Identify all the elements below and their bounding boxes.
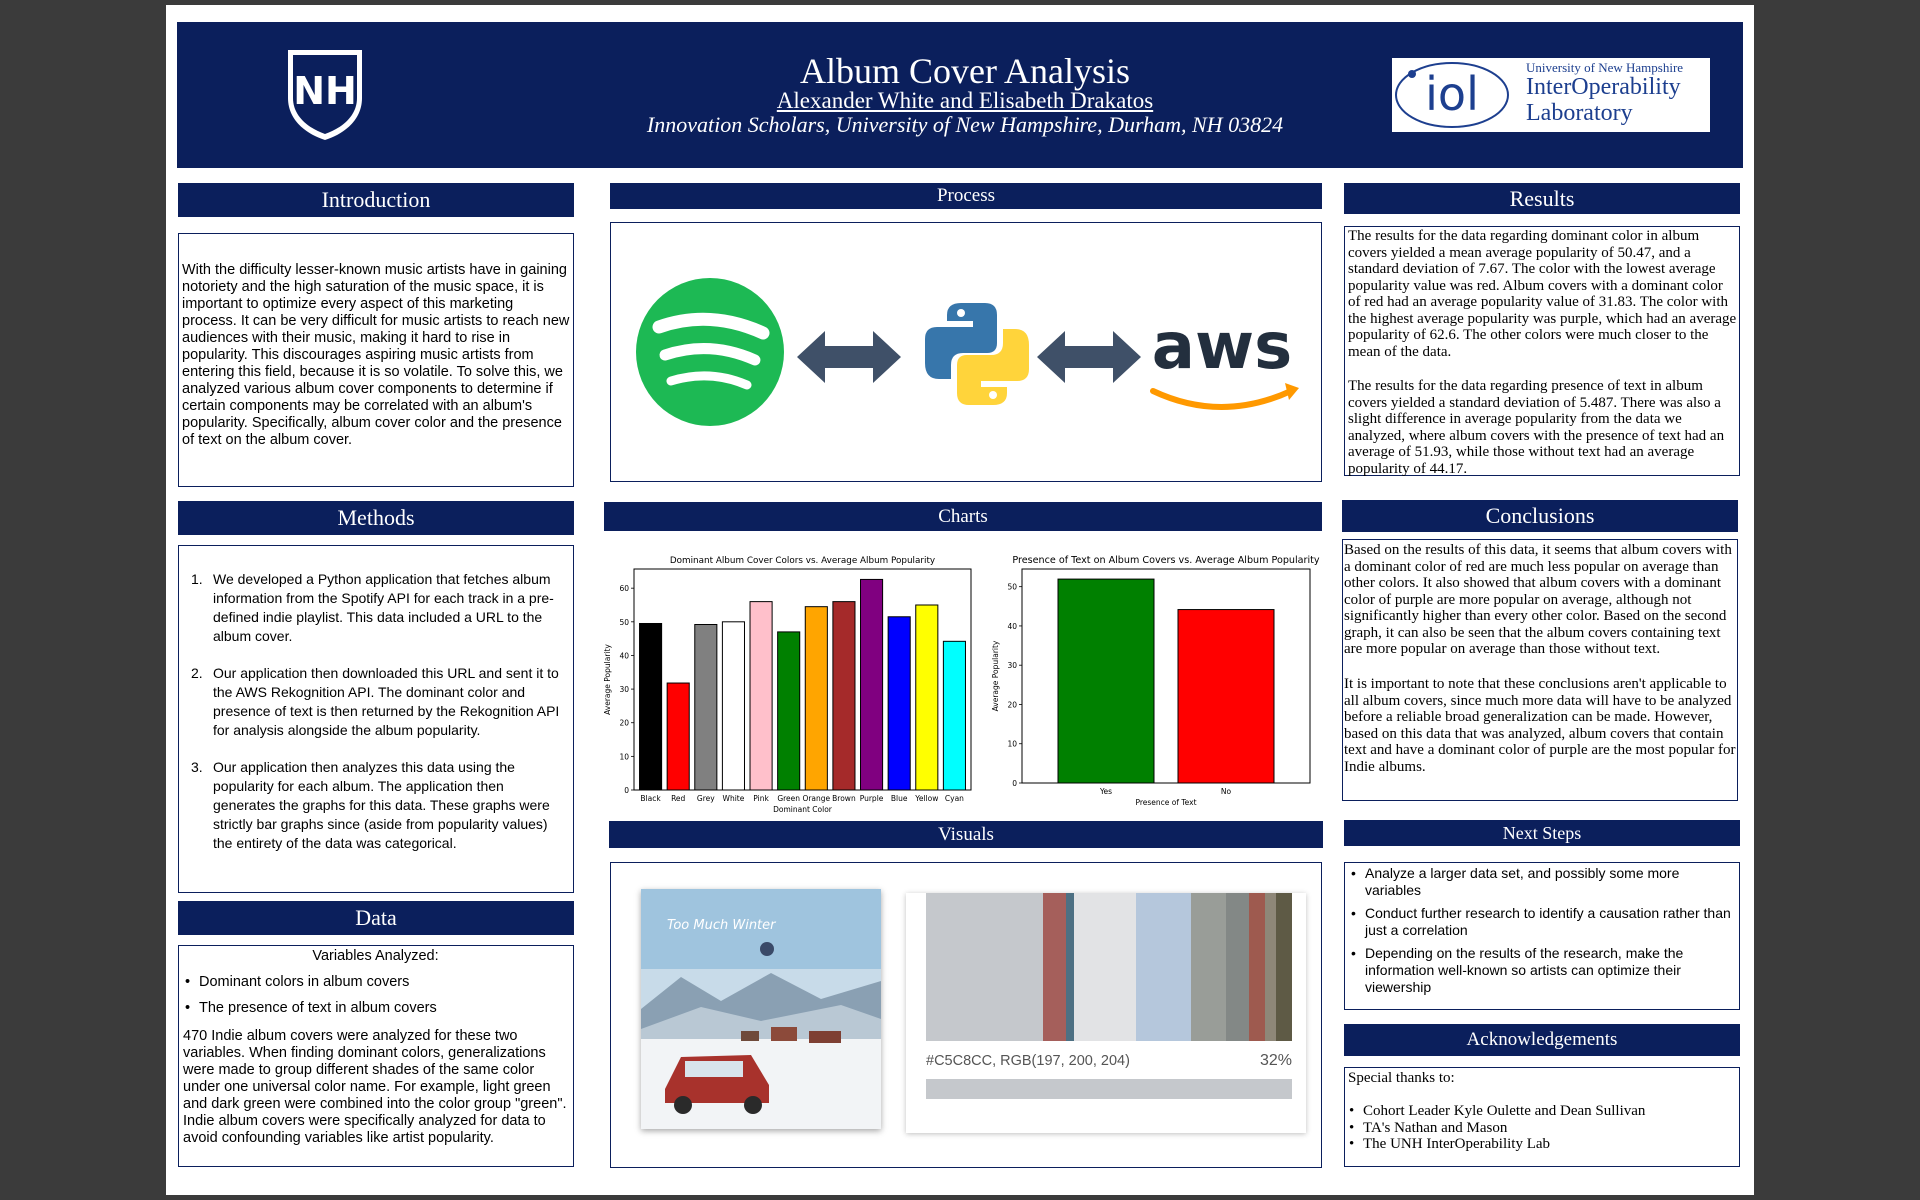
methods-item: [179, 758, 569, 853]
y-tick-label: 0: [624, 786, 629, 795]
color-palette-card: [906, 893, 1306, 1133]
aws-icon: [1152, 310, 1299, 407]
y-tick-label: 50: [1007, 582, 1017, 592]
unh-logo-text: NH: [293, 69, 357, 113]
data-variable-item: • The presence of text in album covers: [181, 1000, 569, 1017]
dominant-color-swatch: [926, 893, 1043, 1041]
data-variables-list: [181, 974, 569, 1017]
palette-swatch: [1226, 893, 1249, 1041]
process-diagram: [611, 223, 1323, 483]
process-heading: Process: [610, 183, 1322, 209]
chart-bar: [943, 641, 965, 790]
chart-bar: [640, 623, 662, 790]
color-swatch-strip: [926, 893, 1292, 1041]
y-tick-label: 30: [1007, 661, 1017, 671]
chart-bar: [861, 579, 883, 790]
text-popularity-chart: [982, 545, 1322, 815]
x-tick-label: Pink: [753, 794, 769, 803]
aws-text: aws: [1151, 310, 1293, 384]
next-steps-list: [1347, 865, 1735, 996]
data-subheading: Variables Analyzed:: [312, 948, 439, 964]
x-axis-label: Presence of Text: [1135, 798, 1197, 807]
methods-list: [179, 570, 569, 871]
acknowledgement-item: • TA's Nathan and Mason: [1345, 1120, 1735, 1137]
introduction-heading: Introduction: [178, 183, 574, 217]
chart-title: Presence of Text on Album Covers vs. Average Album Popularity: [1012, 555, 1320, 566]
next-steps-box: [1344, 862, 1740, 1010]
palette-swatch: [1074, 893, 1136, 1041]
methods-item-number: 2.: [191, 665, 203, 681]
visuals-box: [610, 862, 1322, 1168]
chart-bar: [722, 622, 744, 790]
unh-logo: [284, 46, 366, 142]
conclusions-heading: Conclusions: [1342, 500, 1738, 532]
y-tick-label: 10: [1007, 739, 1017, 749]
x-tick-label: No: [1220, 787, 1232, 796]
palette-swatch: [1043, 893, 1066, 1041]
y-tick-label: 20: [1007, 700, 1017, 710]
introduction-text: With the difficulty lesser-known music artists have in gaining notoriety and the high saturation of the music space, it is important to optimize every aspect of this marketing process. It can be very difficult for music artists to reach new audiences with their music, making it hard to rise in popularity. This discourages aspiring music artists from entering this field, because it is so volatile. To solve this, we analyzed various album cover components to determine if certain components may be correlated with an album's popularity. Specifically, album cover color and the presence of text on the album cover.: [182, 262, 570, 448]
y-axis-label: Average Popularity: [991, 640, 1000, 712]
iol-logo: [1392, 58, 1710, 132]
x-tick-label: Yellow: [915, 794, 939, 803]
chart-bar: [750, 602, 772, 790]
chart-bar: [1178, 610, 1274, 783]
palette-percent: 32%: [1259, 1052, 1292, 1069]
affiliation: Innovation Scholars, University of New Hampshire, Durham, NH 03824: [646, 112, 1284, 137]
methods-item-text: Our application then analyzes this data using the popularity for each album. The application then generates the graphs for this data. These graphs were strictly bar graphs since (aside from popularity values) the entirety of the data was categorical.: [213, 759, 550, 851]
results-box: [1344, 226, 1740, 476]
acknowledgements-intro: Special thanks to:: [1348, 1070, 1455, 1086]
visuals-heading: Visuals: [609, 821, 1323, 848]
authors: Alexander White and Elisabeth Drakatos: [776, 88, 1154, 113]
chart-bar: [667, 683, 689, 790]
iol-abbrev: iol: [1425, 67, 1479, 121]
x-tick-label: Purple: [859, 794, 884, 803]
x-tick-label: Brown: [832, 794, 856, 803]
chart-bar: [888, 617, 910, 790]
methods-item-text: We developed a Python application that fetches album information from the Spotify API for each track in a pre-defined indie playlist. This data included a URL to the album cover.: [213, 571, 554, 644]
album-cover-title: Too Much Winter: [667, 918, 776, 933]
chart-bar: [916, 605, 938, 790]
conclusions-para-2: It is important to note that these conclusions aren't applicable to all album covers, since much more data will have to be analyzed before a reliable broad generalization can be made. However, based on this data that was analyzed, album covers that contain text and have a dominant color of purple are the most popular for Indie albums.: [1344, 676, 1736, 775]
palette-swatch: [1276, 893, 1292, 1041]
double-arrow-icon: [797, 331, 901, 383]
palette-swatch: [1136, 893, 1190, 1041]
secondary-colors: [1043, 893, 1292, 1041]
python-icon: [925, 303, 1029, 405]
y-tick-label: 20: [619, 718, 629, 728]
x-tick-label: Green: [777, 794, 801, 803]
next-step-item: • Depending on the results of the research, make the information well-known so artists can optimize their viewership: [1347, 945, 1735, 996]
palette-swatch: [1066, 893, 1074, 1041]
x-axis-label: Dominant Color: [773, 805, 832, 814]
chart-bar: [805, 607, 827, 790]
methods-item: [179, 570, 569, 646]
methods-item: [179, 664, 569, 740]
chart-bar: [833, 602, 855, 790]
acknowledgement-item: • Cohort Leader Kyle Oulette and Dean Sullivan: [1345, 1103, 1735, 1120]
next-step-item: • Conduct further research to identify a causation rather than just a correlation: [1347, 905, 1735, 939]
y-tick-label: 60: [619, 584, 629, 594]
methods-item-text: Our application then downloaded this URL and sent it to the AWS Rekognition API. The dominant color and presence of text is then returned by the Rekognition API for analysis alongside the album popularity.: [213, 665, 560, 738]
y-tick-label: 50: [619, 617, 629, 627]
poster-title: Album Cover Analysis: [800, 51, 1130, 91]
methods-box: [178, 545, 574, 893]
acknowledgements-list: [1345, 1103, 1735, 1153]
iol-line1: University of New Hampshire: [1526, 60, 1684, 75]
charts-area: [604, 545, 1322, 815]
x-tick-label: Cyan: [944, 794, 964, 803]
x-tick-label: Blue: [890, 794, 908, 803]
iol-line3: Laboratory: [1526, 100, 1633, 126]
y-tick-label: 30: [619, 685, 629, 695]
iol-logo-mark: [1392, 58, 1512, 132]
chart-bar: [1058, 579, 1154, 783]
conclusions-para-1: Based on the results of this data, it seems that album covers with a dominant color of red are much less popular on average than other colors. It also showed that album covers with a dominant color of purple are more popular on average, although not significantly higher than every other color. Based on the second graph, it can also be seen that the album covers containing text are more popular on average than those without text.: [1344, 542, 1732, 657]
x-tick-label: Black: [640, 794, 661, 803]
next-step-item: • Analyze a larger data set, and possibly some more variables: [1347, 865, 1735, 899]
y-axis-label: Average Popularity: [603, 644, 612, 715]
acknowledgements-heading: Acknowledgements: [1344, 1024, 1740, 1056]
y-tick-label: 10: [619, 752, 629, 762]
x-tick-label: Red: [671, 794, 686, 803]
y-tick-label: 40: [619, 651, 629, 661]
introduction-box: [178, 233, 574, 487]
x-tick-label: Grey: [696, 794, 715, 803]
data-text: 470 Indie album covers were analyzed for these two variables. When finding dominant colors, generalizations were made to group different shades of the same color under one universal color name. For example, light green and dark green were combined into the color group "green". Indie album covers were specifically analyzed for data to avoid confounding variables like artist popularity.: [183, 1028, 567, 1146]
results-para-1: The results for the data regarding dominant color in album covers yielded a mean average popularity of 50.47, and a standard deviation of 7.67. The color with the lowest average popularity value was red. Album covers with a dominant color of red had an average popularity value of 31.83. The color with the highest average popularity was purple, which had an average popularity of 62.6. The other colors were much closer to the mean of the data.: [1348, 228, 1737, 360]
methods-item-number: 3.: [191, 759, 203, 775]
iol-line2: InterOperability: [1526, 74, 1681, 100]
palette-bar: [926, 1079, 1292, 1099]
chart-title: Dominant Album Cover Colors vs. Average Album Popularity: [669, 556, 936, 566]
acknowledgement-item: • The UNH InterOperability Lab: [1345, 1136, 1735, 1153]
palette-color-label: #C5C8CC, RGB(197, 200, 204): [926, 1053, 1130, 1069]
album-cover-image: [641, 889, 881, 1129]
data-variable-item: • Dominant colors in album covers: [181, 974, 569, 991]
y-tick-label: 40: [1007, 621, 1017, 631]
process-box: [610, 222, 1322, 482]
data-box: [178, 945, 574, 1167]
palette-swatch: [1249, 893, 1265, 1041]
chart-bar: [778, 632, 800, 790]
conclusions-box: [1342, 539, 1738, 801]
color-popularity-chart: [604, 545, 984, 815]
double-arrow-icon: [1037, 331, 1141, 383]
results-para-2: The results for the data regarding presence of text in album covers yielded a standard deviation of 5.487. There was also a slight difference in average popularity from the data we analyzed, where album covers with the presence of text had an average of 51.93, while those without text had an average popularity of 44.17.: [1348, 378, 1725, 477]
methods-item-number: 1.: [191, 571, 203, 587]
charts-heading: Charts: [604, 502, 1322, 531]
next-steps-heading: Next Steps: [1344, 820, 1740, 846]
x-tick-label: Orange: [802, 794, 831, 803]
data-heading: Data: [178, 901, 574, 935]
results-heading: Results: [1344, 183, 1740, 214]
spotify-icon: [636, 278, 784, 426]
x-tick-label: Yes: [1099, 787, 1113, 796]
palette-swatch: [1265, 893, 1277, 1041]
x-tick-label: White: [722, 794, 745, 803]
acknowledgements-box: [1344, 1067, 1740, 1167]
y-tick-label: 0: [1012, 779, 1017, 788]
methods-heading: Methods: [178, 501, 574, 535]
chart-bar: [695, 625, 717, 790]
palette-swatch: [1191, 893, 1226, 1041]
